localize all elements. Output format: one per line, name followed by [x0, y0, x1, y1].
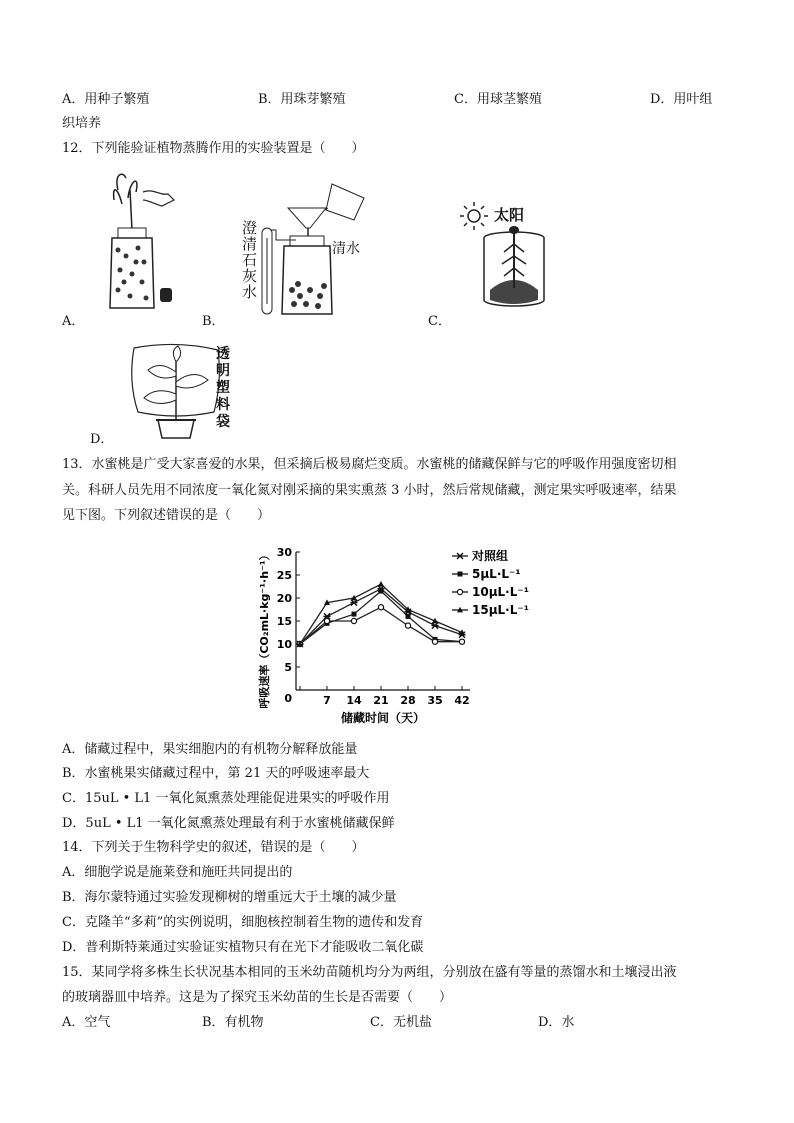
q11-option-c: C．用球茎繁殖 — [454, 92, 542, 107]
y-tick-label: 10 — [276, 638, 292, 651]
q12-figd-label-0: 透 — [216, 346, 230, 362]
q12-figb-label-left-3: 灰 — [242, 267, 258, 285]
q12-figb-label-left-1: 清 — [242, 235, 258, 253]
q15-option-c: C．无机盐 — [370, 1015, 432, 1030]
q13-option-d: D．5uL • L1 一氧化氮熏蒸处理最有利于水蜜桃储藏保鲜 — [62, 816, 395, 831]
x-tick-label: 0 — [284, 692, 292, 705]
q12-figd-label-2: 塑 — [216, 380, 230, 396]
q14-option-a: A．细胞学说是施莱登和施旺共同提出的 — [62, 865, 293, 880]
series-point-3 — [378, 581, 384, 587]
q12-figc-label: 太阳 — [494, 206, 525, 224]
q13-option-a: A．储藏过程中，果实细胞内的有机物分解释放能量 — [62, 742, 358, 757]
q13-stem-line-3: 见下图。下列叙述错误的是（ ） — [62, 508, 271, 523]
q13-stem-line-2: 关。科研人员先用不同浓度一氧化氮对刚采摘的果实熏蒸 3 小时，然后常规储藏，测定果实呼吸速率，结果 — [62, 483, 677, 498]
q12-figb-label-left-2: 石 — [242, 251, 258, 269]
q12-figd-label-1: 明 — [216, 363, 230, 379]
legend-label-1: 5μL·L⁻¹ — [472, 567, 521, 581]
q14-option-b: B．海尔蒙特通过实验发现柳树的增重远大于土壤的减少量 — [62, 890, 397, 905]
legend-label-2: 10μL·L⁻¹ — [472, 585, 529, 599]
y-axis-label: 呼吸速率（CO₂mL·kg⁻¹·h⁻¹） — [258, 549, 271, 709]
x-tick-label: 35 — [427, 694, 443, 707]
legend-marker-1 — [458, 572, 463, 577]
q13-option-c: C．15uL • L1 一氧化氮熏蒸处理能促进果实的呼吸作用 — [62, 791, 390, 806]
y-tick-label: 20 — [276, 592, 292, 605]
x-tick-label: 7 — [323, 694, 331, 707]
q15-option-a: A．空气 — [62, 1015, 111, 1030]
q15-stem-line-1: 15．某同学将多株生长状况基本相同的玉米幼苗随机均分为两组，分别放在盛有等量的蒸馏水和土壤浸出液 — [62, 965, 677, 980]
series-point-1 — [352, 612, 357, 617]
x-axis-label: 储藏时间（天） — [340, 711, 426, 725]
q12-figure-a — [88, 170, 188, 320]
x-tick-label: 28 — [400, 694, 416, 707]
series-point-1 — [379, 589, 384, 594]
series-point-1 — [406, 614, 411, 619]
x-tick-label: 42 — [454, 694, 470, 707]
sun-icon — [460, 202, 488, 230]
y-tick-label: 15 — [276, 615, 292, 628]
q12-figb-label-left-4: 水 — [242, 283, 258, 301]
series-point-2 — [432, 639, 437, 644]
series-point-2 — [378, 605, 383, 610]
series-line-1 — [300, 591, 462, 644]
y-tick-label: 25 — [276, 569, 292, 582]
y-tick-label: 5 — [284, 661, 292, 674]
q12-label-a: A． — [62, 314, 85, 329]
q11-option-b: B．用珠芽繁殖 — [258, 92, 346, 107]
series-point-2 — [405, 623, 410, 628]
q12-figd-label-4: 袋 — [216, 414, 230, 430]
y-tick-label: 30 — [276, 546, 292, 559]
x-tick-label: 14 — [346, 694, 362, 707]
q14-option-d: D．普利斯特莱通过实验证实植物只有在光下才能吸收二氧化碳 — [62, 940, 424, 955]
q12-label-d: D． — [90, 432, 114, 447]
q14-option-c: C．克隆羊“多莉”的实例说明，细胞核控制着生物的遗传和发育 — [62, 915, 424, 930]
q12-label-b: B． — [202, 314, 225, 329]
q11-option-a: A．用种子繁殖 — [62, 92, 150, 107]
q12-figd-label-3: 料 — [216, 397, 230, 413]
series-point-2 — [459, 639, 464, 644]
series-point-2 — [324, 618, 329, 623]
respiration-chart — [256, 544, 556, 728]
q15-stem-line-2: 的玻璃器皿中培养。这是为了探究玉米幼苗的生长是否需要（ ） — [62, 990, 453, 1005]
q11-option-d-wrap: 织培养 — [62, 116, 102, 131]
q13-option-b: B．水蜜桃果实储藏过程中，第 21 天的呼吸速率最大 — [62, 766, 370, 781]
q12-figb-label-left-0: 澄 — [242, 219, 258, 237]
q12-label-c: C． — [428, 314, 451, 329]
q13-stem-line-1: 13．水蜜桃是广受大家喜爱的水果，但采摘后极易腐烂变质。水蜜桃的储藏保鲜与它的呼吸作用强度密切相 — [62, 457, 677, 472]
series-point-0 — [432, 623, 439, 629]
legend-label-0: 对照组 — [472, 549, 509, 563]
q12-stem: 12．下列能验证植物蒸腾作用的实验装置是（ ） — [62, 141, 365, 156]
q12-figure-d — [126, 342, 226, 442]
series-point-2 — [351, 618, 356, 623]
legend-marker-2 — [457, 589, 462, 594]
q14-stem: 14．下列关于生物科学史的叙述，错误的是（ ） — [62, 840, 365, 855]
q12-figb-label-right: 清水 — [332, 241, 360, 257]
q15-option-b: B．有机物 — [202, 1015, 264, 1030]
legend-label-3: 15μL·L⁻¹ — [472, 603, 529, 617]
x-tick-label: 21 — [373, 694, 389, 707]
q15-option-d: D．水 — [538, 1015, 575, 1030]
q11-option-d: D．用叶组 — [650, 92, 713, 107]
series-point-0 — [351, 600, 358, 606]
